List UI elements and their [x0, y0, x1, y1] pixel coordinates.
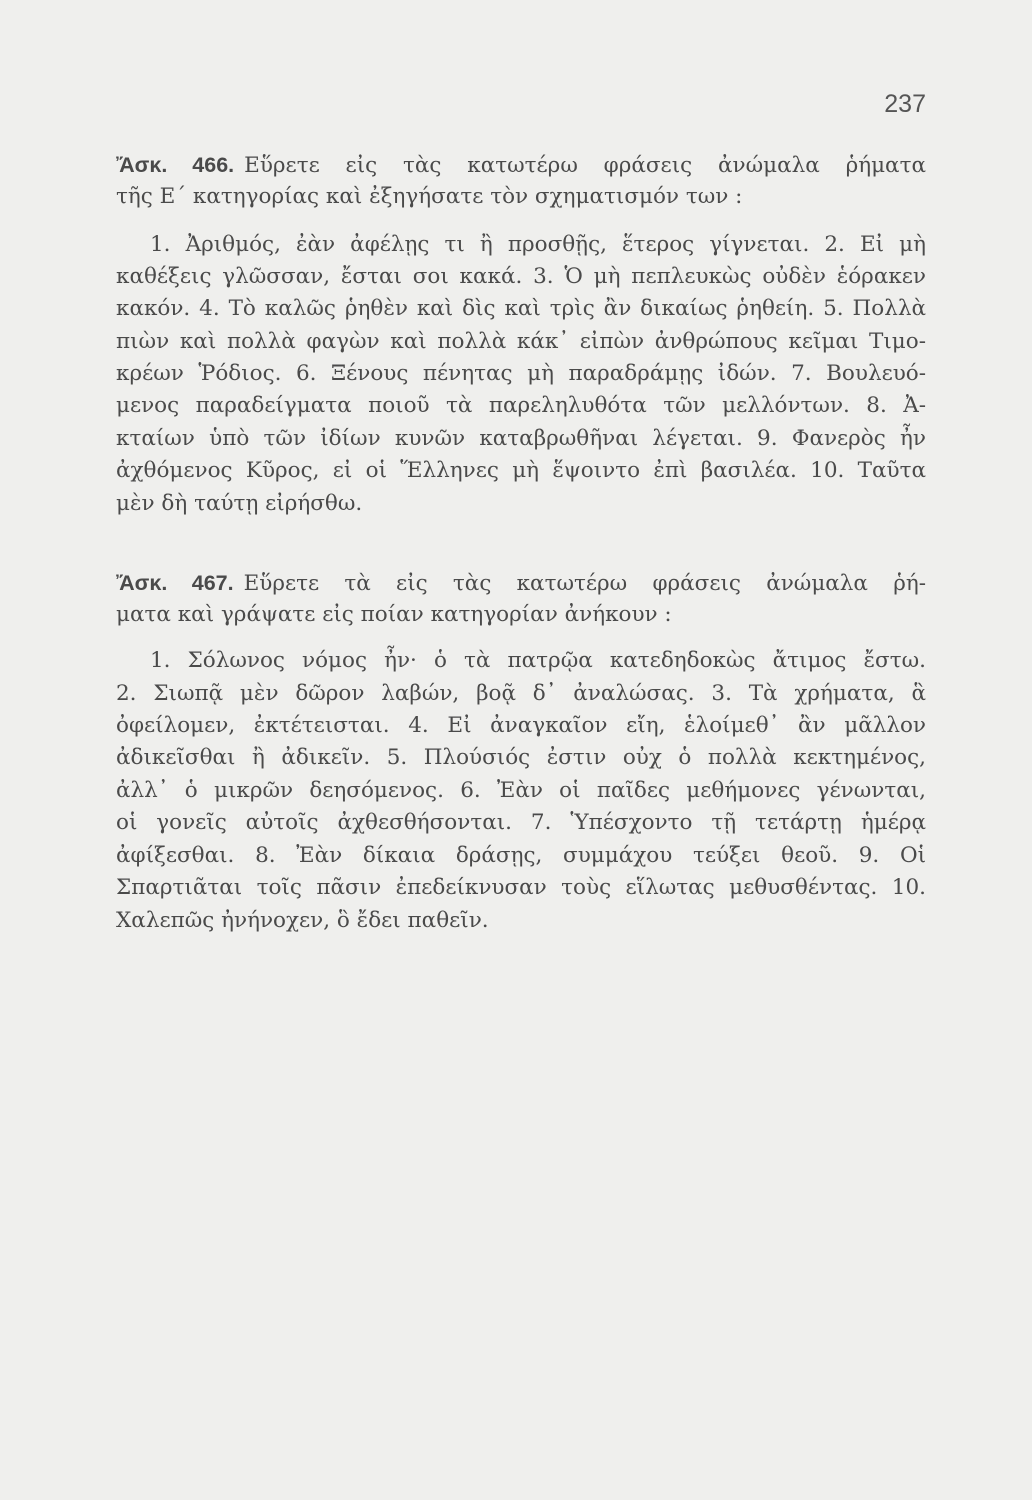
exercise-467-label: Ἄσκ. 467.	[116, 571, 234, 595]
exercise-466-line: 1. Ἀριθμός, ἐὰν ἀφέλῃς τι ἢ προσθῇς, ἕτερος γίγνεται. 2. Εἰ μὴ	[150, 232, 926, 257]
exercise-466-line: κρέων Ῥόδιος. 6. Ξένους πένητας μὴ παραδράμῃς ἰδών. 7. Βουλευό-	[116, 361, 926, 386]
exercise-466-line: μὲν δὴ ταύτῃ εἰρήσθω.	[116, 491, 363, 516]
exercise-467-line: 1. Σόλωνος νόμος ἦν· ὁ τὰ πατρῷα κατεδηδοκὼς ἄτιμος ἔστω.	[150, 648, 926, 673]
exercise-467-line: ἀφίξεσθαι. 8. Ἐὰν δίκαια δράσῃς, συμμάχου τεύξει θεοῦ. 9. Οἱ	[116, 843, 926, 868]
exercise-467-line: οἱ γονεῖς αὐτοῖς ἀχθεσθήσονται. 7. Ὑπέσχοντο τῇ τετάρτῃ ἡμέρᾳ	[116, 810, 926, 835]
exercise-466-line: ἀχθόμενος Κῦρος, εἰ οἱ Ἕλληνες μὴ ἕψοιντο ἐπὶ βασιλέα. 10. Ταῦτα	[116, 458, 926, 483]
exercise-466-line: κακόν. 4. Τὸ καλῶς ῥηθὲν καὶ δὶς καὶ τρὶς ἂν δικαίως ῥηθείη. 5. Πολλὰ	[116, 296, 926, 321]
exercise-466-heading	[116, 150, 926, 181]
exercise-466-line: μενος παραδείγματα ποιοῦ τὰ παρεληλυθότα τῶν μελλόντων. 8. Ἀ-	[116, 393, 926, 418]
exercise-466-prompt-line-1: Εὕρετε εἰς τὰς κατωτέρω φράσεις ἀνώμαλα ῥήματα	[244, 153, 926, 178]
exercise-467-line: Χαλεπῶς ἠνήνοχεν, ὃ ἔδει παθεῖν.	[116, 908, 489, 933]
exercise-467-line: Σπαρτιᾶται τοῖς πᾶσιν ἐπεδείκνυσαν τοὺς εἵλωτας μεθυσθέντας. 10.	[116, 875, 926, 900]
page-number: 237	[884, 90, 926, 118]
exercise-466-line: κταίων ὑπὸ τῶν ἰδίων κυνῶν καταβρωθῆναι λέγεται. 9. Φανερὸς ἦν	[116, 426, 926, 451]
exercise-467-heading	[116, 568, 926, 599]
exercise-467-line: ἀλλ᾽ ὁ μικρῶν δεησόμενος. 6. Ἐὰν οἱ παῖδες μεθήμονες γένωνται,	[116, 778, 926, 803]
exercise-466-line: πιὼν καὶ πολλὰ φαγὼν καὶ πολλὰ κάκ᾽ εἰπὼν ἀνθρώπους κεῖμαι Τιμο-	[116, 329, 926, 354]
exercise-467-prompt-line-2: ματα καὶ γράψατε εἰς ποίαν κατηγορίαν ἀνήκουν :	[116, 602, 672, 627]
exercise-467-line: ὀφείλομεν, ἐκτέτεισται. 4. Εἰ ἀναγκαῖον εἴη, ἑλοίμεθ᾽ ἂν μᾶλλον	[116, 713, 926, 738]
exercise-467-line: ἀδικεῖσθαι ἢ ἀδικεῖν. 5. Πλούσιός ἐστιν οὐχ ὁ πολλὰ κεκτημένος,	[116, 745, 926, 770]
exercise-467-prompt-line-1: Εὕρετε τὰ εἰς τὰς κατωτέρω φράσεις ἀνώμαλα ῥή-	[243, 571, 926, 596]
exercise-467-line: 2. Σιωπᾷ μὲν δῶρον λαβών, βοᾷ δ᾽ ἀναλώσας. 3. Τὰ χρήματα, ἃ	[116, 681, 926, 706]
exercise-466-label: Ἄσκ. 466.	[116, 153, 235, 177]
exercise-466-prompt-line-2: τῆς Ε΄ κατηγορίας καὶ ἐξηγήσατε τὸν σχηματισμόν των :	[116, 184, 743, 209]
exercise-466-line: καθέξεις γλῶσσαν, ἔσται σοι κακά. 3. Ὁ μὴ πεπλευκὼς οὐδὲν ἑόρακεν	[116, 264, 926, 289]
